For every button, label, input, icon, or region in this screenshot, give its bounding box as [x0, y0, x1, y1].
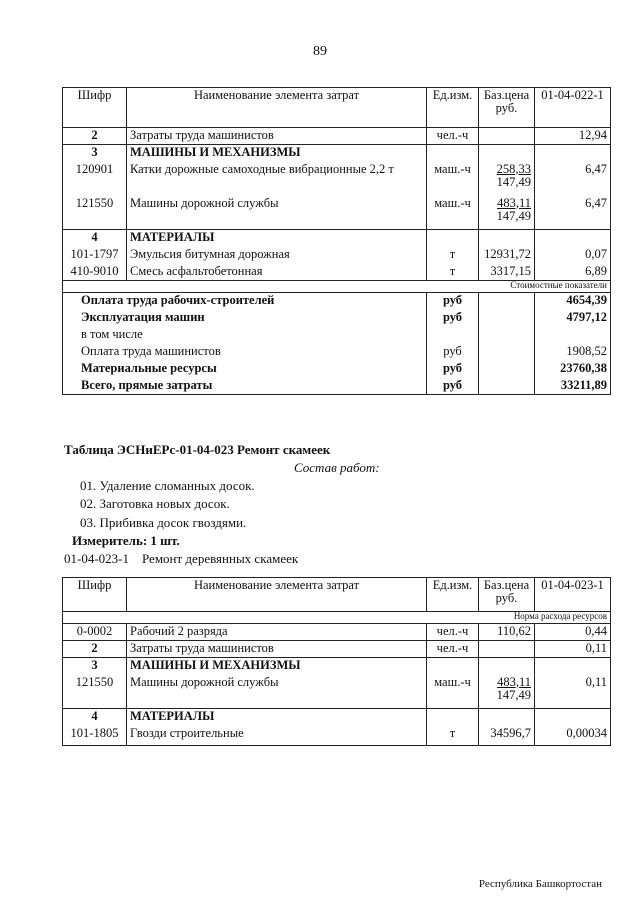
- norm-header-row: [63, 612, 611, 624]
- work-item: 02. Заготовка новых досок.: [80, 496, 230, 511]
- table-row: 101-1805 Гвозди строительные т 34596,7 0,00034: [63, 726, 611, 746]
- cost-row: Материальные ресурсы руб 23760,38: [63, 361, 611, 378]
- section-row: 3 МАШИНЫ И МЕХАНИЗМЫ: [63, 145, 611, 162]
- table-row: 121550 Машины дорожной службы маш.-ч 483,11 147,49 0,11: [63, 675, 611, 709]
- meter: Измеритель: 1 шт.: [72, 533, 180, 548]
- works-title: Состав работ:: [294, 460, 380, 475]
- table-row: 2 Затраты труда машинистов чел.-ч 12,94: [63, 128, 611, 145]
- table-header: [63, 88, 611, 128]
- work-item: 03. Прибивка досок гвоздями.: [80, 515, 247, 530]
- footer-region: Республика Башкортостан: [478, 878, 602, 890]
- table-row: 121550 Машины дорожной службы маш.-ч 483,11 147,49 6,47: [63, 196, 611, 230]
- norm-header: Норма расхода ресурсов: [63, 612, 611, 624]
- table-row: 410-9010 Смесь асфальтобетонная т 3317,15 6,89: [63, 264, 611, 281]
- header-unit: Ед.изм.: [427, 578, 479, 612]
- header-norm: 01-04-022-1: [535, 88, 611, 128]
- cost-row: Эксплуатация машин руб 4797,12: [63, 310, 611, 327]
- header-code: Шифр: [63, 88, 127, 128]
- cost-header: Стоимостные показатели: [63, 281, 611, 293]
- header-norm: 01-04-023-1: [535, 578, 611, 612]
- page-number: 89: [313, 44, 327, 59]
- header-name: Наименование элемента затрат: [127, 578, 427, 612]
- cost-header-row: [63, 281, 611, 293]
- table-row: 2 Затраты труда машинистов чел.-ч 0,11: [63, 641, 611, 658]
- header-price: Баз.цена руб.: [479, 88, 535, 128]
- header-price: Баз.цена руб.: [479, 578, 535, 612]
- table-row: 101-1797 Эмульсия битумная дорожная т 12931,72 0,07: [63, 247, 611, 264]
- cost-row: в том числе: [63, 327, 611, 344]
- cost-row: Всего, прямые затраты руб 33211,89: [63, 378, 611, 395]
- table-title: Таблица ЭСНиЕРс-01-04-023 Ремонт скамеек: [64, 442, 331, 457]
- table-header: [63, 578, 611, 612]
- resource-table-1: [62, 87, 611, 395]
- cost-row: Оплата труда рабочих-строителей руб 4654,39: [63, 293, 611, 310]
- item-title: 01-04-023-1 Ремонт деревянных скамеек: [64, 551, 299, 566]
- header-code: Шифр: [63, 578, 127, 612]
- section-row: 3 МАШИНЫ И МЕХАНИЗМЫ: [63, 658, 611, 675]
- section-row: 4 МАТЕРИАЛЫ: [63, 230, 611, 247]
- cost-row: Оплата труда машинистов руб 1908,52: [63, 344, 611, 361]
- table-row: 120901 Катки дорожные самоходные вибрационные 2,2 т маш.-ч 258,33 147,49 6,47: [63, 162, 611, 196]
- header-name: Наименование элемента затрат: [127, 88, 427, 128]
- resource-table-2: [62, 577, 611, 746]
- header-unit: Ед.изм.: [427, 88, 479, 128]
- section-row: 4 МАТЕРИАЛЫ: [63, 709, 611, 726]
- table-row: 0-0002 Рабочий 2 разряда чел.-ч 110,62 0,44: [63, 624, 611, 641]
- work-item: 01. Удаление сломанных досок.: [80, 478, 255, 493]
